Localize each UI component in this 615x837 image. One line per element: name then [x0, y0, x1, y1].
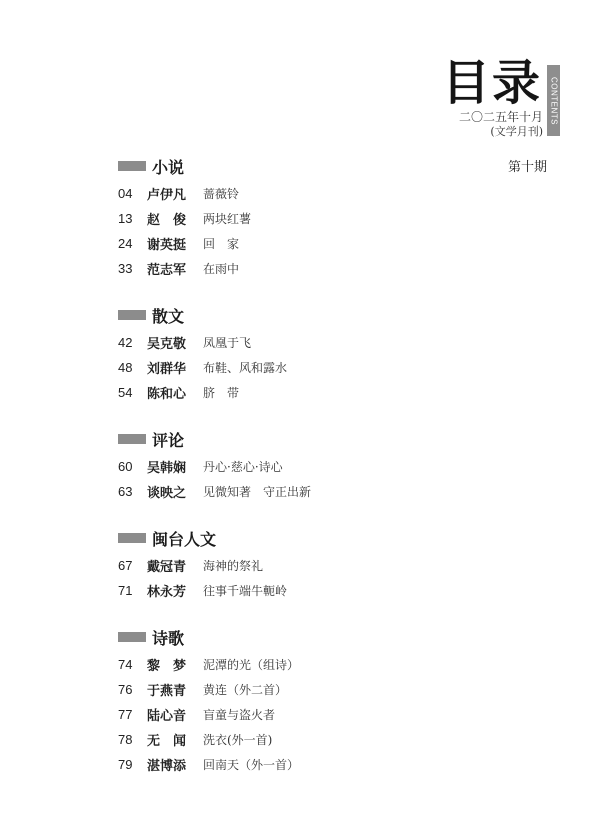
magazine-subtitle: (文学月刊) [490, 125, 543, 138]
page-title: 目录 [442, 55, 543, 111]
toc-entry[interactable] [118, 454, 311, 479]
section-marker [118, 161, 146, 171]
author-name: 赵 俊 [147, 213, 187, 228]
page-number: 76 [118, 682, 133, 697]
contents-tab-label: CONTENTS [549, 76, 558, 125]
page-number: 79 [118, 757, 133, 772]
section-prose [118, 305, 287, 405]
work-title: 洗衣(外一首) [203, 733, 273, 747]
work-title: 往事千端牛軛岭 [203, 584, 288, 598]
work-title: 在雨中 [203, 262, 240, 276]
work-title: 盲童与盗火者 [203, 708, 276, 722]
toc-entry[interactable] [118, 677, 299, 702]
toc-entry[interactable] [118, 479, 311, 504]
page-number: 63 [118, 484, 133, 499]
section-title: 评论 [152, 430, 185, 450]
toc-entry[interactable] [118, 181, 251, 206]
page-number: 77 [118, 707, 133, 722]
author-name: 吴韩娴 [147, 461, 187, 476]
section-marker [118, 632, 146, 642]
author-name: 湛博添 [147, 759, 187, 774]
toc-entry[interactable] [118, 206, 251, 231]
section-title: 闽台人文 [152, 529, 217, 549]
section-marker [118, 434, 146, 444]
toc-entry[interactable] [118, 578, 287, 603]
section-header [118, 429, 311, 449]
section-poetry [118, 627, 299, 777]
page-number: 71 [118, 583, 133, 598]
section-criticism [118, 429, 311, 504]
work-title: 回南天（外一首） [203, 758, 300, 772]
work-title: 丹心·慈心·诗心 [203, 460, 283, 474]
section-header [118, 528, 287, 548]
work-title: 回 家 [203, 237, 240, 251]
toc-entry[interactable] [118, 727, 299, 752]
work-title: 见微知著 守正出新 [203, 485, 312, 499]
section-title: 诗歌 [152, 628, 185, 648]
work-title: 布鞋、风和露水 [203, 361, 288, 375]
page-number: 13 [118, 211, 133, 226]
page-number: 24 [118, 236, 133, 251]
page-number: 74 [118, 657, 133, 672]
author-name: 卢伊凡 [147, 188, 187, 203]
author-name: 林永芳 [147, 585, 187, 600]
toc-entry[interactable] [118, 652, 299, 677]
author-name: 谢英挺 [147, 238, 187, 253]
toc-entry[interactable] [118, 256, 251, 281]
work-title: 海神的祭礼 [203, 559, 264, 573]
page-number: 48 [118, 360, 133, 375]
toc-entry[interactable] [118, 752, 299, 777]
section-header [118, 156, 251, 176]
work-title: 黄连（外二首） [203, 683, 288, 697]
page-number: 60 [118, 459, 133, 474]
work-title: 凤凰于飞 [203, 336, 252, 350]
author-name: 戴冠青 [147, 560, 187, 575]
page-number: 78 [118, 732, 133, 747]
section-marker [118, 533, 146, 543]
author-name: 谈映之 [147, 486, 187, 501]
page-number: 42 [118, 335, 133, 350]
contents-tab [547, 65, 560, 136]
toc-entry[interactable] [118, 380, 287, 405]
page-number: 04 [118, 186, 133, 201]
author-name: 陆心音 [147, 709, 187, 724]
page-number: 67 [118, 558, 133, 573]
author-name: 陈和心 [147, 387, 187, 402]
author-name: 无 闻 [147, 734, 187, 749]
section-marker [118, 310, 146, 320]
issue-number: 第十期 [508, 160, 548, 175]
toc-entry[interactable] [118, 702, 299, 727]
page-number: 33 [118, 261, 133, 276]
author-name: 黎 梦 [147, 659, 187, 674]
toc-entry[interactable] [118, 553, 287, 578]
toc-entry[interactable] [118, 330, 287, 355]
toc-entry[interactable] [118, 231, 251, 256]
section-title: 小说 [152, 157, 185, 177]
section-header [118, 627, 299, 647]
author-name: 吴克敬 [147, 337, 187, 352]
author-name: 范志军 [147, 263, 187, 278]
issue-date: 二〇二五年十月 [458, 110, 543, 124]
author-name: 刘群华 [147, 362, 187, 377]
work-title: 蔷薇铃 [203, 187, 240, 201]
work-title: 脐 带 [203, 386, 240, 400]
work-title: 泥潭的光（组诗） [203, 658, 300, 672]
toc-entry[interactable] [118, 355, 287, 380]
work-title: 两块红薯 [203, 212, 252, 226]
section-minnan-taiwan-culture [118, 528, 287, 603]
section-fiction [118, 156, 251, 281]
section-header [118, 305, 287, 325]
page-number: 54 [118, 385, 133, 400]
section-title: 散文 [152, 306, 185, 326]
author-name: 于燕青 [147, 684, 187, 699]
